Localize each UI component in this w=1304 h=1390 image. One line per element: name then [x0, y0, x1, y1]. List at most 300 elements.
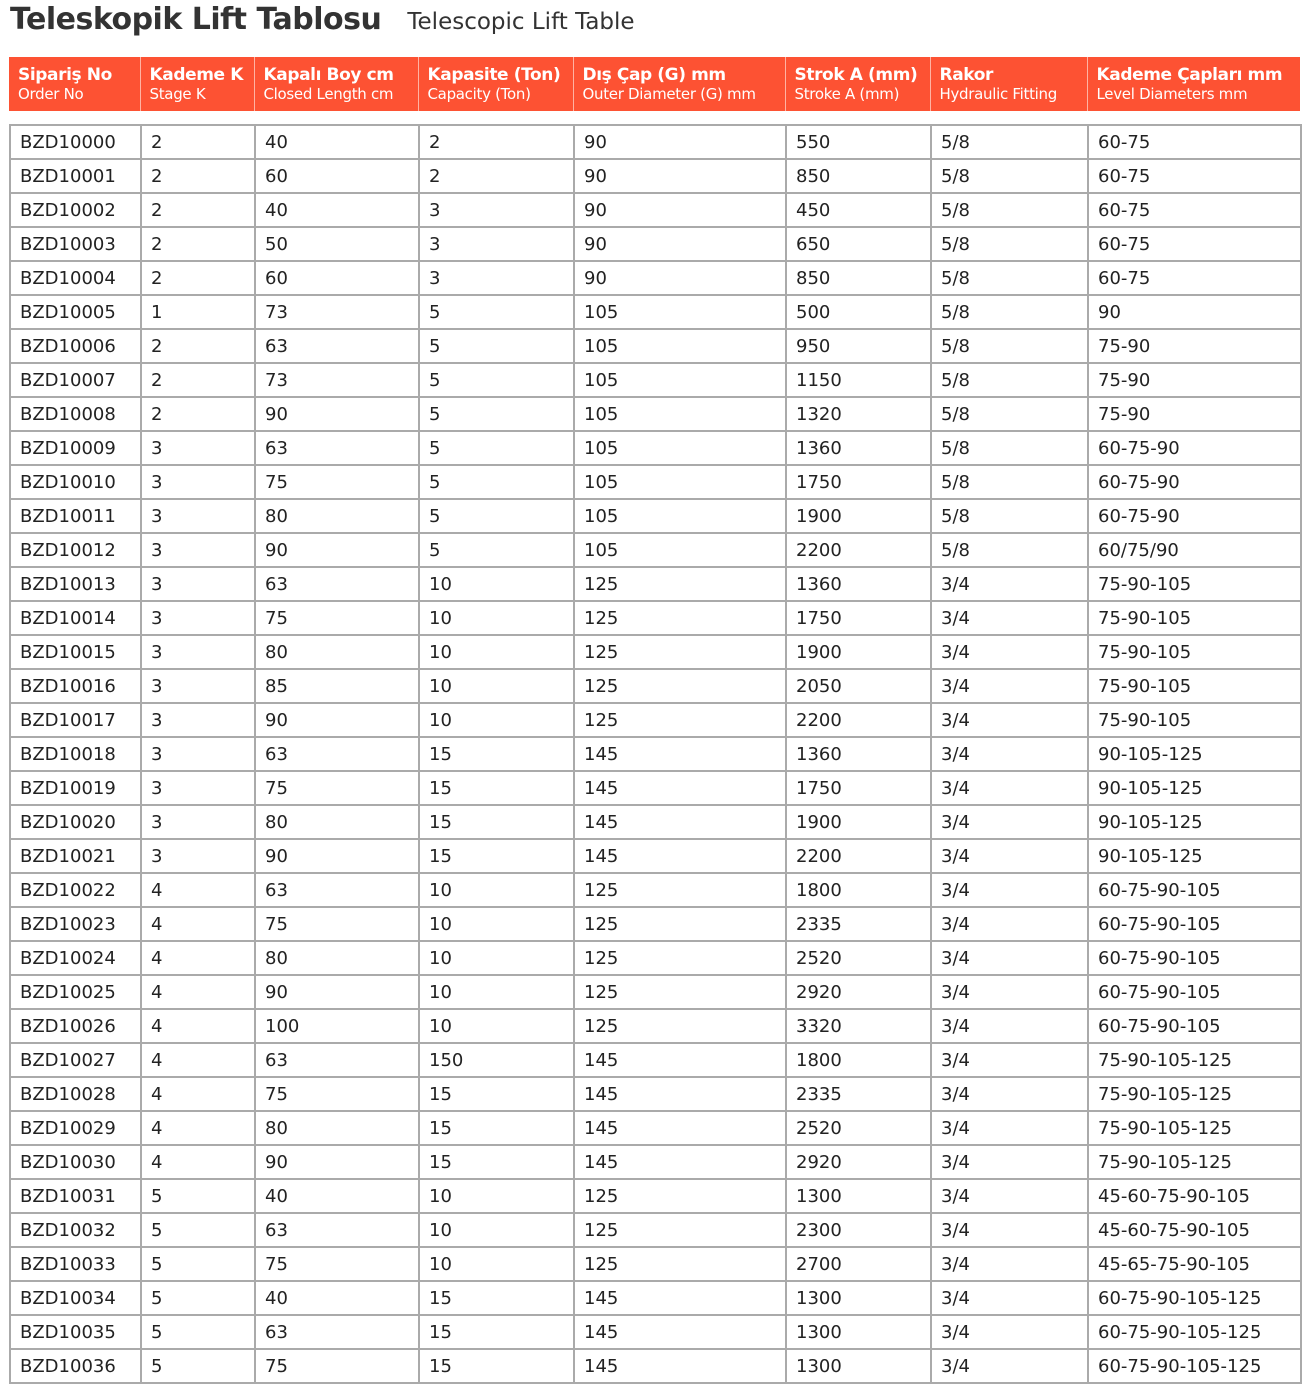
cell-hydraulic-fitting: 5/8 — [931, 499, 1088, 533]
cell-closed-length: 75 — [255, 601, 419, 635]
cell-hydraulic-fitting: 3/4 — [931, 907, 1088, 941]
cell-capacity: 5 — [419, 363, 574, 397]
column-header-tr: Kapasite (Ton) — [427, 65, 561, 85]
cell-stroke: 2200 — [786, 533, 931, 567]
column-header-capacity[interactable] — [418, 57, 573, 111]
cell-capacity: 150 — [419, 1043, 574, 1077]
cell-hydraulic-fitting: 3/4 — [931, 1315, 1088, 1349]
cell-closed-length: 73 — [255, 363, 419, 397]
cell-hydraulic-fitting: 3/4 — [931, 1009, 1088, 1043]
cell-stage: 4 — [141, 941, 255, 975]
cell-hydraulic-fitting: 3/4 — [931, 839, 1088, 873]
cell-outer-diameter: 125 — [574, 601, 786, 635]
cell-capacity: 5 — [419, 431, 574, 465]
cell-hydraulic-fitting: 3/4 — [931, 873, 1088, 907]
cell-outer-diameter: 145 — [574, 1315, 786, 1349]
page-header — [10, 2, 635, 42]
table-row[interactable] — [10, 431, 1301, 465]
cell-hydraulic-fitting: 3/4 — [931, 1145, 1088, 1179]
cell-capacity: 15 — [419, 1349, 574, 1383]
cell-order-no: BZD10006 — [10, 329, 141, 363]
cell-outer-diameter: 125 — [574, 907, 786, 941]
cell-stroke: 1750 — [786, 771, 931, 805]
cell-level-diameters: 60-75 — [1088, 261, 1301, 295]
cell-stage: 3 — [141, 499, 255, 533]
cell-order-no: BZD10034 — [10, 1281, 141, 1315]
table-row[interactable] — [10, 125, 1301, 159]
cell-capacity: 10 — [419, 703, 574, 737]
cell-stroke: 2200 — [786, 839, 931, 873]
column-header-stroke[interactable] — [785, 57, 930, 111]
cell-level-diameters: 60-75-90-105 — [1088, 975, 1301, 1009]
cell-stroke: 1750 — [786, 601, 931, 635]
cell-level-diameters: 60-75-90 — [1088, 431, 1301, 465]
header-row — [9, 57, 1300, 111]
cell-outer-diameter: 105 — [574, 533, 786, 567]
cell-stage: 2 — [141, 159, 255, 193]
table-row[interactable] — [10, 499, 1301, 533]
cell-capacity: 10 — [419, 1179, 574, 1213]
column-header-stage[interactable] — [140, 57, 254, 111]
table-row[interactable] — [10, 227, 1301, 261]
cell-capacity: 15 — [419, 1077, 574, 1111]
table-row[interactable] — [10, 635, 1301, 669]
table-row[interactable] — [10, 975, 1301, 1009]
table-row[interactable] — [10, 295, 1301, 329]
table-header — [9, 57, 1300, 111]
cell-order-no: BZD10009 — [10, 431, 141, 465]
cell-outer-diameter: 145 — [574, 1281, 786, 1315]
table-row[interactable] — [10, 159, 1301, 193]
cell-closed-length: 40 — [255, 193, 419, 227]
table-row[interactable] — [10, 1009, 1301, 1043]
cell-level-diameters: 75-90-105 — [1088, 703, 1301, 737]
cell-order-no: BZD10022 — [10, 873, 141, 907]
cell-level-diameters: 60-75-90 — [1088, 499, 1301, 533]
table-row[interactable] — [10, 941, 1301, 975]
table-row[interactable] — [10, 1213, 1301, 1247]
cell-capacity: 5 — [419, 465, 574, 499]
cell-capacity: 5 — [419, 499, 574, 533]
cell-capacity: 5 — [419, 397, 574, 431]
cell-level-diameters: 90-105-125 — [1088, 839, 1301, 873]
cell-stroke: 2520 — [786, 1111, 931, 1145]
cell-stroke: 450 — [786, 193, 931, 227]
cell-order-no: BZD10025 — [10, 975, 141, 1009]
cell-hydraulic-fitting: 3/4 — [931, 635, 1088, 669]
cell-stage: 4 — [141, 1077, 255, 1111]
cell-closed-length: 75 — [255, 1349, 419, 1383]
table-row[interactable] — [10, 907, 1301, 941]
cell-outer-diameter: 145 — [574, 737, 786, 771]
cell-stage: 5 — [141, 1247, 255, 1281]
cell-order-no: BZD10001 — [10, 159, 141, 193]
cell-order-no: BZD10029 — [10, 1111, 141, 1145]
cell-capacity: 2 — [419, 159, 574, 193]
cell-stroke: 3320 — [786, 1009, 931, 1043]
cell-capacity: 15 — [419, 1315, 574, 1349]
cell-order-no: BZD10011 — [10, 499, 141, 533]
column-header-order-no[interactable] — [9, 57, 140, 111]
cell-level-diameters: 60/75/90 — [1088, 533, 1301, 567]
cell-hydraulic-fitting: 5/8 — [931, 465, 1088, 499]
page-title: Teleskopik Lift Tablosu — [10, 2, 382, 37]
table-row[interactable] — [10, 1043, 1301, 1077]
column-header-tr: Kademe Çapları mm — [1096, 65, 1283, 85]
cell-stage: 3 — [141, 703, 255, 737]
cell-order-no: BZD10016 — [10, 669, 141, 703]
cell-level-diameters: 60-75-90-105 — [1088, 907, 1301, 941]
table-row[interactable] — [10, 1247, 1301, 1281]
cell-capacity: 10 — [419, 567, 574, 601]
cell-stroke: 2200 — [786, 703, 931, 737]
table-row[interactable] — [10, 329, 1301, 363]
cell-order-no: BZD10028 — [10, 1077, 141, 1111]
table-row[interactable] — [10, 567, 1301, 601]
column-header-en: Capacity (Ton) — [427, 85, 531, 103]
cell-closed-length: 63 — [255, 431, 419, 465]
cell-hydraulic-fitting: 3/4 — [931, 975, 1088, 1009]
column-header-en: Hydraulic Fitting — [939, 85, 1057, 103]
column-header-en: Outer Diameter (G) mm — [582, 85, 756, 103]
cell-capacity: 15 — [419, 1281, 574, 1315]
cell-stage: 2 — [141, 329, 255, 363]
cell-closed-length: 90 — [255, 703, 419, 737]
cell-order-no: BZD10007 — [10, 363, 141, 397]
cell-stage: 1 — [141, 295, 255, 329]
cell-closed-length: 40 — [255, 1281, 419, 1315]
cell-hydraulic-fitting: 3/4 — [931, 771, 1088, 805]
table-row[interactable] — [10, 839, 1301, 873]
cell-stage: 5 — [141, 1349, 255, 1383]
cell-level-diameters: 90-105-125 — [1088, 771, 1301, 805]
cell-level-diameters: 75-90 — [1088, 329, 1301, 363]
cell-order-no: BZD10005 — [10, 295, 141, 329]
cell-stage: 4 — [141, 907, 255, 941]
cell-stroke: 650 — [786, 227, 931, 261]
cell-closed-length: 63 — [255, 1043, 419, 1077]
cell-capacity: 10 — [419, 941, 574, 975]
cell-stage: 3 — [141, 839, 255, 873]
cell-outer-diameter: 125 — [574, 941, 786, 975]
cell-capacity: 10 — [419, 601, 574, 635]
cell-closed-length: 90 — [255, 975, 419, 1009]
cell-order-no: BZD10023 — [10, 907, 141, 941]
table-row[interactable] — [10, 703, 1301, 737]
cell-stage: 3 — [141, 567, 255, 601]
table-row[interactable] — [10, 805, 1301, 839]
cell-hydraulic-fitting: 3/4 — [931, 1179, 1088, 1213]
cell-stroke: 1800 — [786, 1043, 931, 1077]
table-row[interactable] — [10, 1179, 1301, 1213]
column-header-hydraulic-fitting[interactable] — [930, 57, 1087, 111]
column-header-tr: Kademe K — [149, 65, 243, 85]
cell-stage: 3 — [141, 533, 255, 567]
cell-stroke: 2300 — [786, 1213, 931, 1247]
table-row[interactable] — [10, 1145, 1301, 1179]
cell-capacity: 15 — [419, 839, 574, 873]
cell-outer-diameter: 125 — [574, 1179, 786, 1213]
cell-capacity: 10 — [419, 1009, 574, 1043]
cell-stage: 4 — [141, 975, 255, 1009]
cell-closed-length: 75 — [255, 465, 419, 499]
cell-level-diameters: 75-90 — [1088, 397, 1301, 431]
cell-stroke: 2335 — [786, 1077, 931, 1111]
cell-level-diameters: 90 — [1088, 295, 1301, 329]
cell-stroke: 1360 — [786, 567, 931, 601]
column-header-tr: Dış Çap (G) mm — [582, 65, 726, 85]
cell-stage: 3 — [141, 669, 255, 703]
cell-stage: 3 — [141, 771, 255, 805]
cell-outer-diameter: 90 — [574, 159, 786, 193]
cell-order-no: BZD10021 — [10, 839, 141, 873]
cell-stroke: 2520 — [786, 941, 931, 975]
cell-closed-length: 90 — [255, 533, 419, 567]
cell-level-diameters: 75-90-105-125 — [1088, 1043, 1301, 1077]
cell-order-no: BZD10000 — [10, 125, 141, 159]
column-header-tr: Strok A (mm) — [794, 65, 918, 85]
cell-capacity: 10 — [419, 669, 574, 703]
cell-closed-length: 73 — [255, 295, 419, 329]
cell-closed-length: 60 — [255, 159, 419, 193]
column-header-en: Order No — [18, 85, 84, 103]
cell-order-no: BZD10035 — [10, 1315, 141, 1349]
cell-stage: 2 — [141, 227, 255, 261]
cell-closed-length: 63 — [255, 1213, 419, 1247]
cell-stroke: 2700 — [786, 1247, 931, 1281]
cell-level-diameters: 75-90-105 — [1088, 601, 1301, 635]
cell-capacity: 2 — [419, 125, 574, 159]
cell-outer-diameter: 145 — [574, 1349, 786, 1383]
cell-outer-diameter: 125 — [574, 975, 786, 1009]
cell-stroke: 2920 — [786, 1145, 931, 1179]
table-row[interactable] — [10, 261, 1301, 295]
cell-order-no: BZD10026 — [10, 1009, 141, 1043]
cell-level-diameters: 60-75-90-105 — [1088, 873, 1301, 907]
cell-hydraulic-fitting: 5/8 — [931, 227, 1088, 261]
cell-hydraulic-fitting: 3/4 — [931, 1077, 1088, 1111]
cell-hydraulic-fitting: 3/4 — [931, 1213, 1088, 1247]
table-row[interactable] — [10, 771, 1301, 805]
cell-hydraulic-fitting: 3/4 — [931, 737, 1088, 771]
cell-hydraulic-fitting: 5/8 — [931, 261, 1088, 295]
column-header-closed-length[interactable] — [254, 57, 418, 111]
cell-stroke: 950 — [786, 329, 931, 363]
cell-level-diameters: 75-90-105 — [1088, 567, 1301, 601]
page-subtitle: Telescopic Lift Table — [407, 9, 635, 35]
cell-capacity: 5 — [419, 533, 574, 567]
cell-stroke: 850 — [786, 261, 931, 295]
cell-outer-diameter: 145 — [574, 805, 786, 839]
cell-order-no: BZD10017 — [10, 703, 141, 737]
table-row[interactable] — [10, 1111, 1301, 1145]
table-row[interactable] — [10, 465, 1301, 499]
cell-outer-diameter: 145 — [574, 1043, 786, 1077]
cell-outer-diameter: 125 — [574, 635, 786, 669]
cell-level-diameters: 60-75 — [1088, 125, 1301, 159]
cell-stage: 5 — [141, 1281, 255, 1315]
cell-stroke: 850 — [786, 159, 931, 193]
cell-stage: 5 — [141, 1213, 255, 1247]
cell-stage: 2 — [141, 193, 255, 227]
cell-hydraulic-fitting: 3/4 — [931, 1111, 1088, 1145]
cell-hydraulic-fitting: 5/8 — [931, 431, 1088, 465]
cell-level-diameters: 75-90-105-125 — [1088, 1145, 1301, 1179]
cell-outer-diameter: 125 — [574, 1213, 786, 1247]
column-header-level-diameters[interactable] — [1087, 57, 1300, 111]
cell-outer-diameter: 105 — [574, 397, 786, 431]
cell-closed-length: 63 — [255, 873, 419, 907]
cell-order-no: BZD10024 — [10, 941, 141, 975]
cell-order-no: BZD10014 — [10, 601, 141, 635]
column-header-outer-diameter[interactable] — [573, 57, 785, 111]
table-row[interactable] — [10, 1349, 1301, 1383]
cell-closed-length: 80 — [255, 805, 419, 839]
cell-outer-diameter: 125 — [574, 873, 786, 907]
cell-capacity: 10 — [419, 1213, 574, 1247]
cell-closed-length: 75 — [255, 907, 419, 941]
cell-outer-diameter: 145 — [574, 1077, 786, 1111]
cell-level-diameters: 60-75-90-105 — [1088, 941, 1301, 975]
cell-stroke: 1300 — [786, 1281, 931, 1315]
cell-stage: 3 — [141, 431, 255, 465]
cell-capacity: 5 — [419, 329, 574, 363]
cell-stage: 4 — [141, 1043, 255, 1077]
cell-stroke: 2920 — [786, 975, 931, 1009]
cell-stage: 3 — [141, 737, 255, 771]
cell-order-no: BZD10031 — [10, 1179, 141, 1213]
cell-order-no: BZD10032 — [10, 1213, 141, 1247]
table-body — [10, 125, 1301, 1383]
cell-stroke: 1800 — [786, 873, 931, 907]
cell-closed-length: 63 — [255, 1315, 419, 1349]
cell-hydraulic-fitting: 5/8 — [931, 533, 1088, 567]
cell-stage: 5 — [141, 1179, 255, 1213]
cell-level-diameters: 60-75-90-105-125 — [1088, 1315, 1301, 1349]
table-row[interactable] — [10, 873, 1301, 907]
cell-stage: 5 — [141, 1315, 255, 1349]
cell-capacity: 10 — [419, 635, 574, 669]
cell-outer-diameter: 105 — [574, 295, 786, 329]
cell-hydraulic-fitting: 3/4 — [931, 601, 1088, 635]
cell-capacity: 15 — [419, 1111, 574, 1145]
column-header-en: Stage K — [149, 85, 206, 103]
cell-level-diameters: 60-75-90 — [1088, 465, 1301, 499]
cell-closed-length: 63 — [255, 329, 419, 363]
cell-hydraulic-fitting: 5/8 — [931, 363, 1088, 397]
column-header-tr: Kapalı Boy cm — [263, 65, 394, 85]
column-header-tr: Sipariş No — [18, 65, 112, 85]
table-row[interactable] — [10, 601, 1301, 635]
cell-stage: 2 — [141, 363, 255, 397]
cell-outer-diameter: 90 — [574, 227, 786, 261]
cell-stroke: 500 — [786, 295, 931, 329]
cell-capacity: 10 — [419, 1247, 574, 1281]
cell-outer-diameter: 125 — [574, 567, 786, 601]
cell-hydraulic-fitting: 5/8 — [931, 159, 1088, 193]
cell-closed-length: 40 — [255, 125, 419, 159]
table-row[interactable] — [10, 363, 1301, 397]
cell-level-diameters: 75-90-105-125 — [1088, 1077, 1301, 1111]
cell-hydraulic-fitting: 5/8 — [931, 125, 1088, 159]
cell-capacity: 3 — [419, 193, 574, 227]
table-row[interactable] — [10, 533, 1301, 567]
cell-hydraulic-fitting: 3/4 — [931, 1281, 1088, 1315]
cell-closed-length: 90 — [255, 839, 419, 873]
cell-hydraulic-fitting: 5/8 — [931, 295, 1088, 329]
cell-outer-diameter: 90 — [574, 193, 786, 227]
cell-level-diameters: 60-75 — [1088, 193, 1301, 227]
cell-level-diameters: 60-75 — [1088, 159, 1301, 193]
cell-stage: 4 — [141, 873, 255, 907]
cell-order-no: BZD10012 — [10, 533, 141, 567]
cell-outer-diameter: 105 — [574, 499, 786, 533]
cell-outer-diameter: 125 — [574, 703, 786, 737]
table-row[interactable] — [10, 193, 1301, 227]
cell-hydraulic-fitting: 5/8 — [931, 193, 1088, 227]
cell-capacity: 15 — [419, 1145, 574, 1179]
cell-closed-length: 80 — [255, 941, 419, 975]
cell-level-diameters: 90-105-125 — [1088, 805, 1301, 839]
cell-closed-length: 50 — [255, 227, 419, 261]
cell-hydraulic-fitting: 5/8 — [931, 397, 1088, 431]
cell-stroke: 1150 — [786, 363, 931, 397]
cell-level-diameters: 45-60-75-90-105 — [1088, 1213, 1301, 1247]
cell-stroke: 1300 — [786, 1349, 931, 1383]
cell-stroke: 1300 — [786, 1315, 931, 1349]
cell-order-no: BZD10004 — [10, 261, 141, 295]
cell-hydraulic-fitting: 3/4 — [931, 1349, 1088, 1383]
cell-level-diameters: 75-90-105 — [1088, 635, 1301, 669]
cell-capacity: 10 — [419, 907, 574, 941]
table-row[interactable] — [10, 1281, 1301, 1315]
cell-level-diameters: 60-75-90-105 — [1088, 1009, 1301, 1043]
cell-capacity: 15 — [419, 771, 574, 805]
table-row[interactable] — [10, 669, 1301, 703]
cell-outer-diameter: 90 — [574, 261, 786, 295]
cell-outer-diameter: 145 — [574, 771, 786, 805]
cell-hydraulic-fitting: 3/4 — [931, 669, 1088, 703]
cell-level-diameters: 60-75-90-105-125 — [1088, 1281, 1301, 1315]
cell-capacity: 10 — [419, 873, 574, 907]
table-row[interactable] — [10, 397, 1301, 431]
cell-capacity: 15 — [419, 805, 574, 839]
cell-closed-length: 85 — [255, 669, 419, 703]
cell-order-no: BZD10027 — [10, 1043, 141, 1077]
cell-hydraulic-fitting: 3/4 — [931, 567, 1088, 601]
cell-order-no: BZD10018 — [10, 737, 141, 771]
cell-outer-diameter: 105 — [574, 363, 786, 397]
table-row[interactable] — [10, 1077, 1301, 1111]
cell-outer-diameter: 105 — [574, 329, 786, 363]
cell-order-no: BZD10015 — [10, 635, 141, 669]
cell-capacity: 10 — [419, 975, 574, 1009]
column-header-tr: Rakor — [939, 65, 993, 85]
cell-closed-length: 63 — [255, 567, 419, 601]
cell-stage: 4 — [141, 1145, 255, 1179]
cell-stage: 3 — [141, 465, 255, 499]
table-row[interactable] — [10, 1315, 1301, 1349]
cell-hydraulic-fitting: 3/4 — [931, 805, 1088, 839]
cell-capacity: 3 — [419, 261, 574, 295]
table-row[interactable] — [10, 737, 1301, 771]
cell-outer-diameter: 105 — [574, 431, 786, 465]
cell-outer-diameter: 145 — [574, 1111, 786, 1145]
cell-closed-length: 100 — [255, 1009, 419, 1043]
cell-order-no: BZD10013 — [10, 567, 141, 601]
cell-hydraulic-fitting: 3/4 — [931, 703, 1088, 737]
cell-closed-length: 75 — [255, 1077, 419, 1111]
